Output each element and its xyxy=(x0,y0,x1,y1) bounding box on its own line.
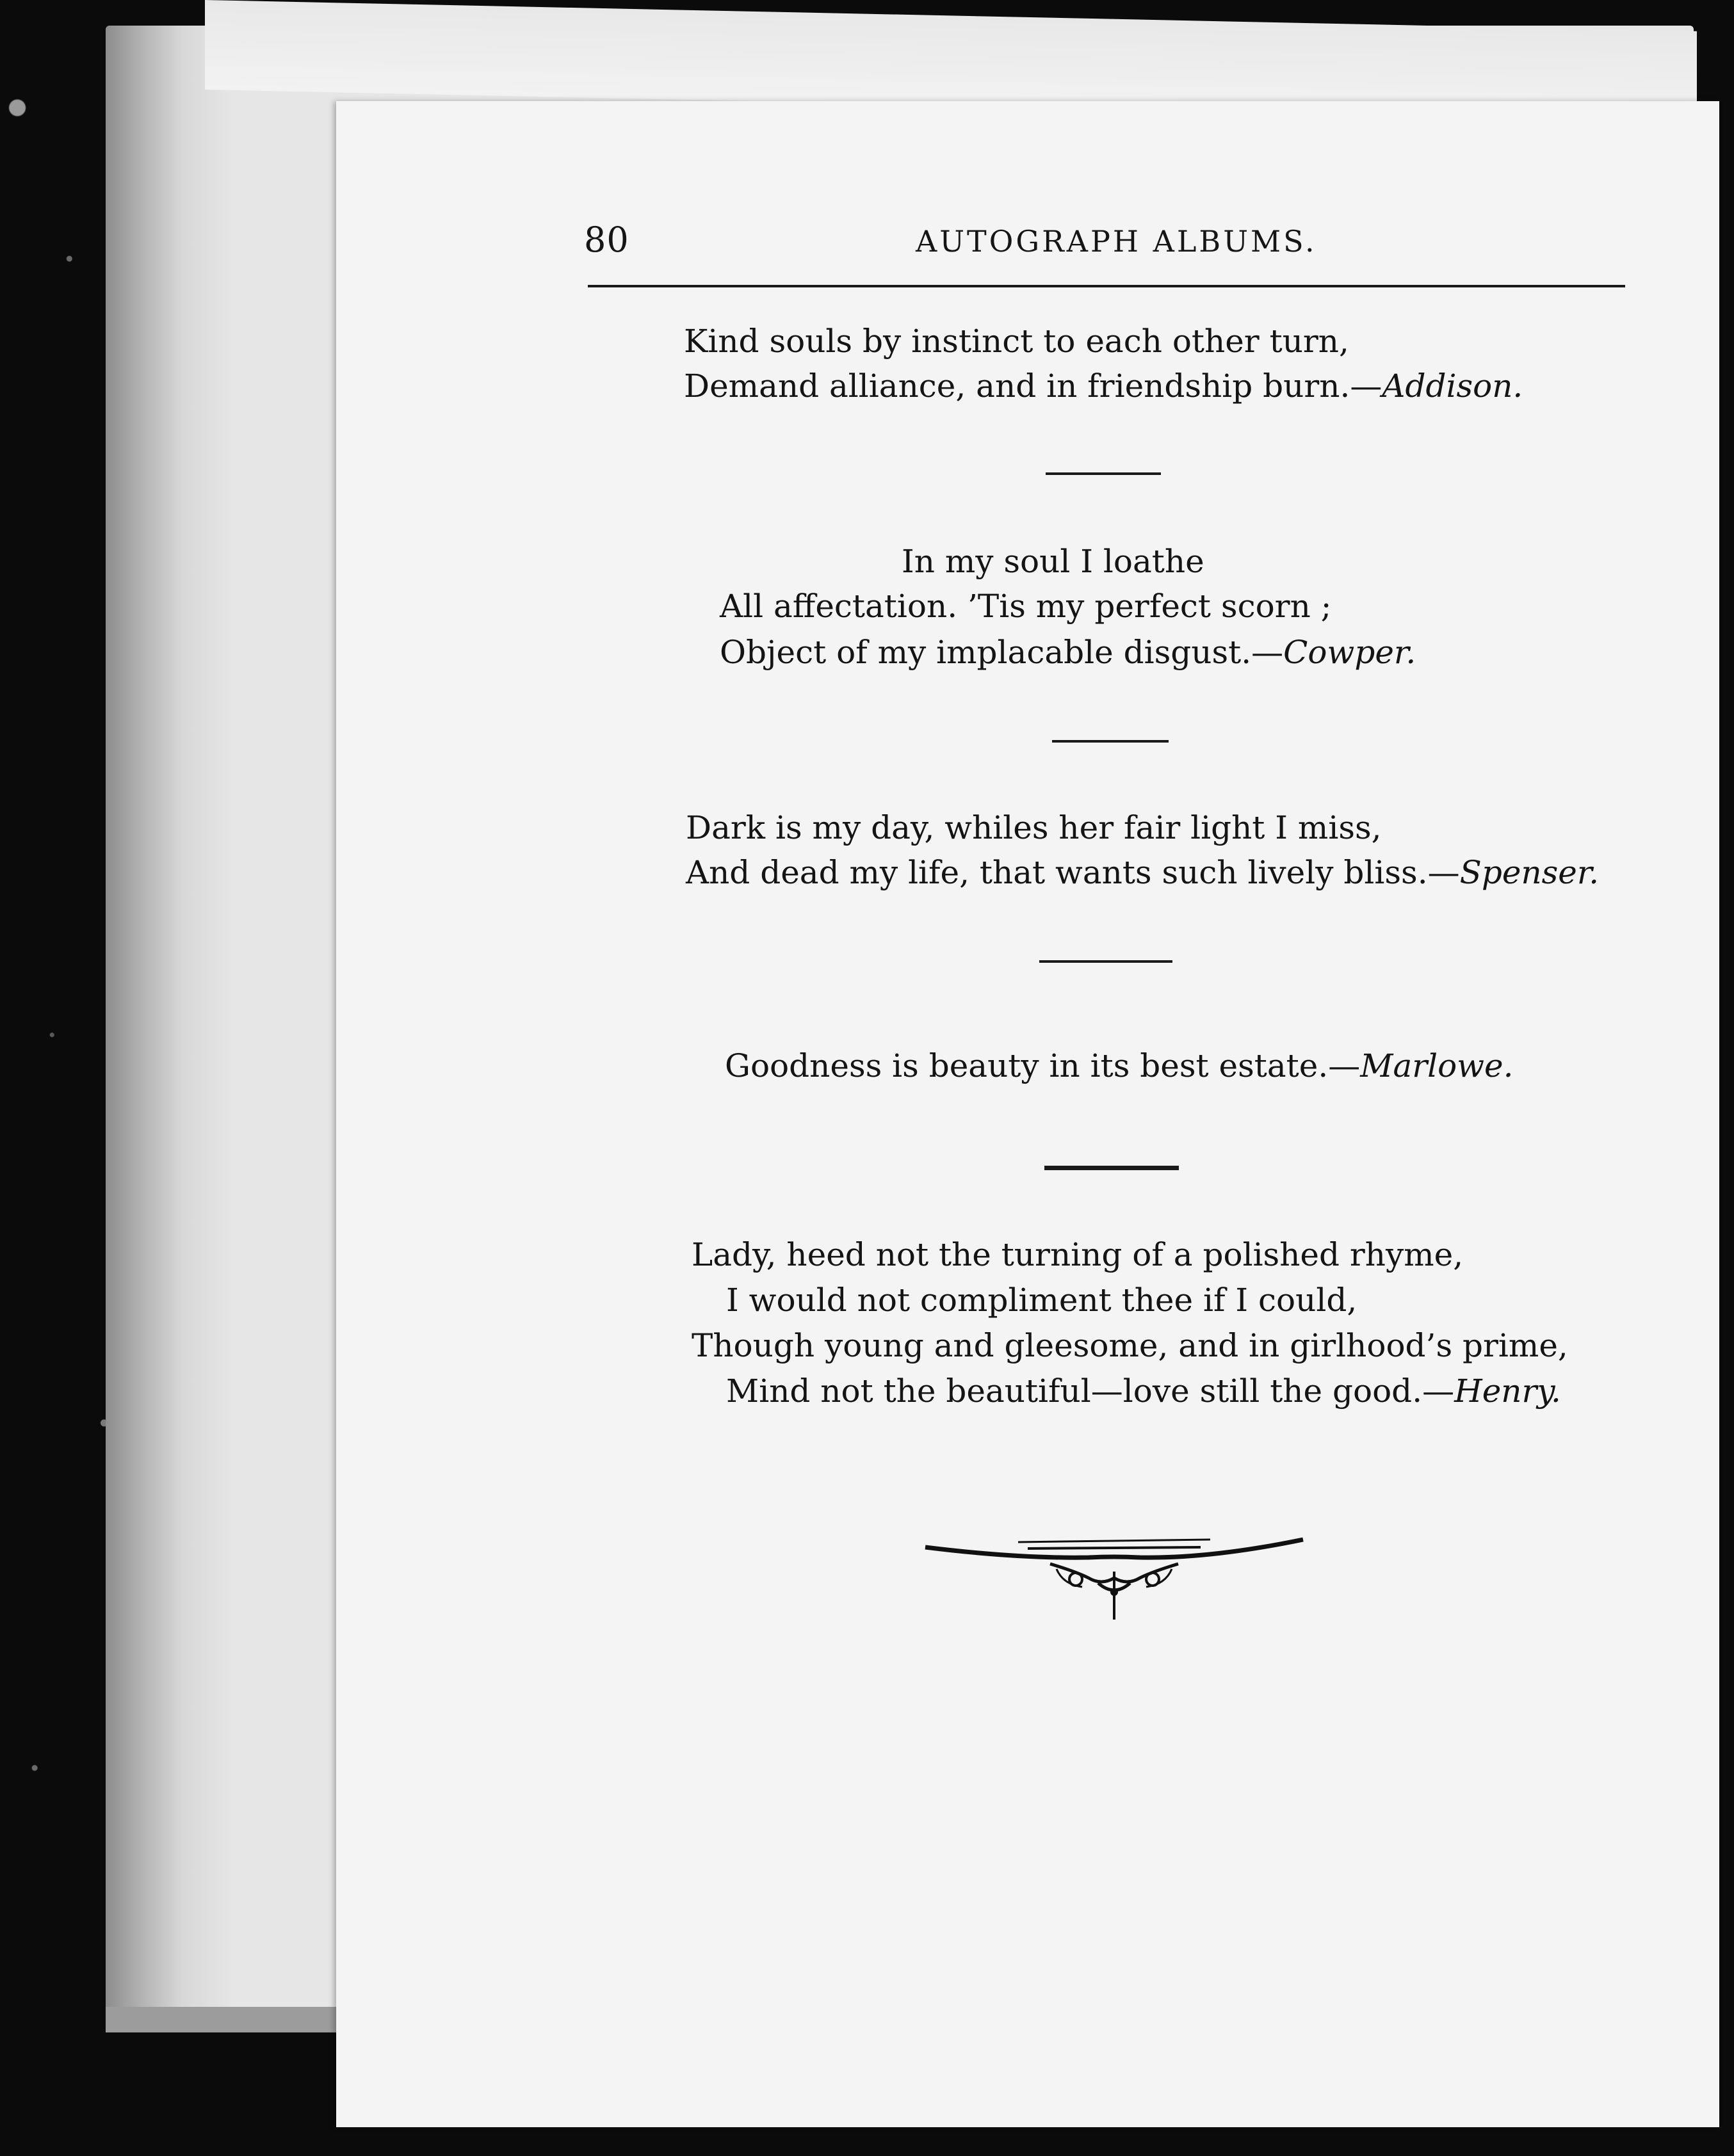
quote-5-line-2: I would not compliment thee if I could, xyxy=(726,1282,1357,1319)
book-page xyxy=(336,101,1719,2127)
quote-4-author: Marlowe. xyxy=(1360,1047,1514,1084)
quote-1-line-1: Kind souls by instinct to each other turn, xyxy=(684,323,1349,360)
quote-4-dash: — xyxy=(1328,1047,1361,1084)
quote-5-text: Mind not the beautiful—love still the good. xyxy=(726,1372,1423,1410)
header-rule xyxy=(588,285,1625,287)
separator-3 xyxy=(1039,960,1172,963)
quote-3-author: Spenser. xyxy=(1459,854,1600,891)
quote-1-author: Addison. xyxy=(1382,367,1523,405)
quote-5-line-1: Lady, heed not the turning of a polished rhyme, xyxy=(692,1236,1464,1273)
quote-4-text: Goodness is beauty in its best estate. xyxy=(725,1047,1329,1084)
quote-2-line-1: In my soul I loathe xyxy=(902,543,1204,580)
quote-1-dash: — xyxy=(1350,367,1382,405)
quote-5-dash: — xyxy=(1422,1372,1455,1410)
tailpiece-ornament-icon xyxy=(922,1533,1306,1629)
page-number: 80 xyxy=(584,220,629,260)
separator-2 xyxy=(1052,740,1169,743)
quote-5-line-4 xyxy=(726,1372,1561,1410)
quote-4-line-1 xyxy=(725,1047,1514,1084)
quote-2-line-3 xyxy=(720,634,1416,671)
separator-1 xyxy=(1046,472,1161,475)
quote-2-line-2: All affectation. ’Tis my perfect scorn ; xyxy=(720,588,1332,625)
separator-4 xyxy=(1044,1166,1179,1170)
quote-3-line-1: Dark is my day, whiles her fair light I miss, xyxy=(686,809,1382,846)
running-head: AUTOGRAPH ALBUMS. xyxy=(916,224,1317,259)
quote-2-author: Cowper. xyxy=(1283,634,1416,671)
quote-3-line-2 xyxy=(686,854,1600,891)
quote-5-author: Henry. xyxy=(1454,1372,1561,1410)
quote-2-text: Object of my implacable disgust. xyxy=(720,634,1252,671)
quote-5-line-3: Though young and gleesome, and in girlhood’s prime, xyxy=(692,1327,1568,1364)
quote-2-dash: — xyxy=(1251,634,1284,671)
quote-3-text: And dead my life, that wants such lively bliss. xyxy=(686,854,1428,891)
quote-1-text: Demand alliance, and in friendship burn. xyxy=(684,367,1350,405)
quote-1-line-2 xyxy=(684,367,1523,405)
quote-3-dash: — xyxy=(1427,854,1460,891)
